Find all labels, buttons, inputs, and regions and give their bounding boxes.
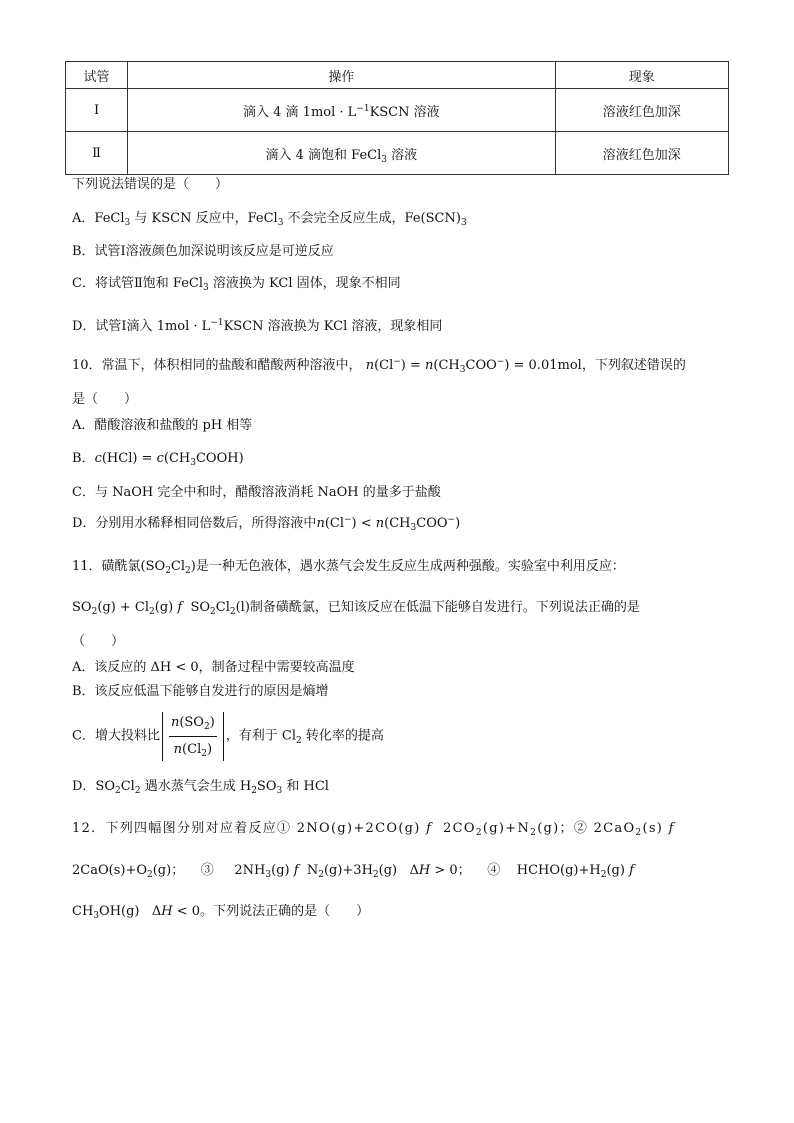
operation-cell: 滴入 4 滴 $1mol \cdot L^{-1}KSCN$ 溶液 xyxy=(128,89,555,132)
q10-option-d: D．分别用水稀释相同倍数后，所得溶液中$n(Cl^-) < n(CH_3COO^-)$ xyxy=(72,515,461,533)
header-operation: 操作 xyxy=(128,62,555,89)
q12-stem-line1: 12．下列四幅图分别对应着反应① 2NO(g)+2CO(g) f $2CO_2(g)+N_2(g)$；② 2CaO$_2$(s) f xyxy=(72,821,675,838)
q11-stem-reaction: $SO_2(g) + Cl_2(g)$ f $SO_2Cl_2(l)$制备磺酰氯，已知该反应在低温下能够自发进行。下列说法正确的是 xyxy=(72,600,640,617)
table-header-row xyxy=(66,62,729,89)
q9-option-d: D．试管Ⅰ滴入 $1mol \cdot L^{-1}KSCN$ 溶液换为 KCl 溶液，现象相同 xyxy=(72,318,443,334)
q11-option-a: A．该反应的 ΔH < 0，制备过程中需要较高温度 xyxy=(72,660,355,675)
q9-option-c: C．将试管Ⅱ饱和 FeCl$_3$ 溶液换为 KCl 固体，现象不相同 xyxy=(72,276,401,293)
q11-stem: 11．磺酰氯$(SO_2Cl_2)$是一种无色液体，遇水蒸气会发生反应生成两种强酸。实验室中利用反应： xyxy=(72,559,625,576)
q9-option-b: B．试管Ⅰ溶液颜色加深说明该反应是可逆反应 xyxy=(72,244,334,259)
phenomenon-cell: 溶液红色加深 xyxy=(555,132,728,175)
tube-cell: Ⅰ xyxy=(66,89,128,132)
feed-ratio-fraction: $\frac{n(SO_2)}{n(Cl_2)}$ xyxy=(162,712,224,761)
q9-option-a: A．FeCl$_3$ 与 KSCN 反应中，FeCl$_3$ 不会完全反应生成，$Fe(SCN)_3$ xyxy=(72,211,467,228)
experiment-table xyxy=(65,61,729,175)
q11-option-d: D．$SO_2Cl_2$ 遇水蒸气会生成 $H_2SO_3$ 和 HCl xyxy=(72,779,329,796)
q10-stem-cont: 是（ ） xyxy=(72,392,138,407)
q11-stem-paren: （ ） xyxy=(72,634,125,649)
q12-stem-line3: $CH_3OH(g) \Delta H < 0$。下列说法正确的是（ ） xyxy=(72,904,370,921)
operation-cell: 滴入 4 滴饱和 FeCl$_3$ 溶液 xyxy=(128,132,555,175)
q10-option-c: C．与 NaOH 完全中和时，醋酸溶液消耗 NaOH 的量多于盐酸 xyxy=(72,485,441,500)
q10-option-b: B．$c(HCl) = c(CH_3COOH)$ xyxy=(72,451,244,468)
q10-option-a: A．醋酸溶液和盐酸的 pH 相等 xyxy=(72,418,253,433)
q9-stem: 下列说法错误的是（ ） xyxy=(72,177,229,192)
header-phenomenon: 现象 xyxy=(555,62,728,89)
q10-stem: 10．常温下，体积相同的盐酸和醋酸两种溶液中， $n(Cl^-) = n(CH_3COO^-) = 0.01mol$，下列叙述错误的 xyxy=(72,357,686,375)
q11-option-c: C．增大投料比 $\frac{n(SO_2)}{n(Cl_2)}$ ，有利于 $Cl_2$ 转化率的提高 xyxy=(72,712,384,761)
header-tube: 试管 xyxy=(66,62,128,89)
q11-option-b: B．该反应低温下能够自发进行的原因是熵增 xyxy=(72,684,329,699)
table-row xyxy=(66,132,729,175)
tube-cell: Ⅱ xyxy=(66,132,128,175)
phenomenon-cell: 溶液红色加深 xyxy=(555,89,728,132)
q12-stem-line2: $2CaO(s)+O_2(g)$； ③ $2NH_3(g)$ f $N_2(g)+3H_2(g) \Delta H > 0$； ④ $HCHO(g)+H_2(g)$ f xyxy=(72,863,634,880)
table-row xyxy=(66,89,729,132)
